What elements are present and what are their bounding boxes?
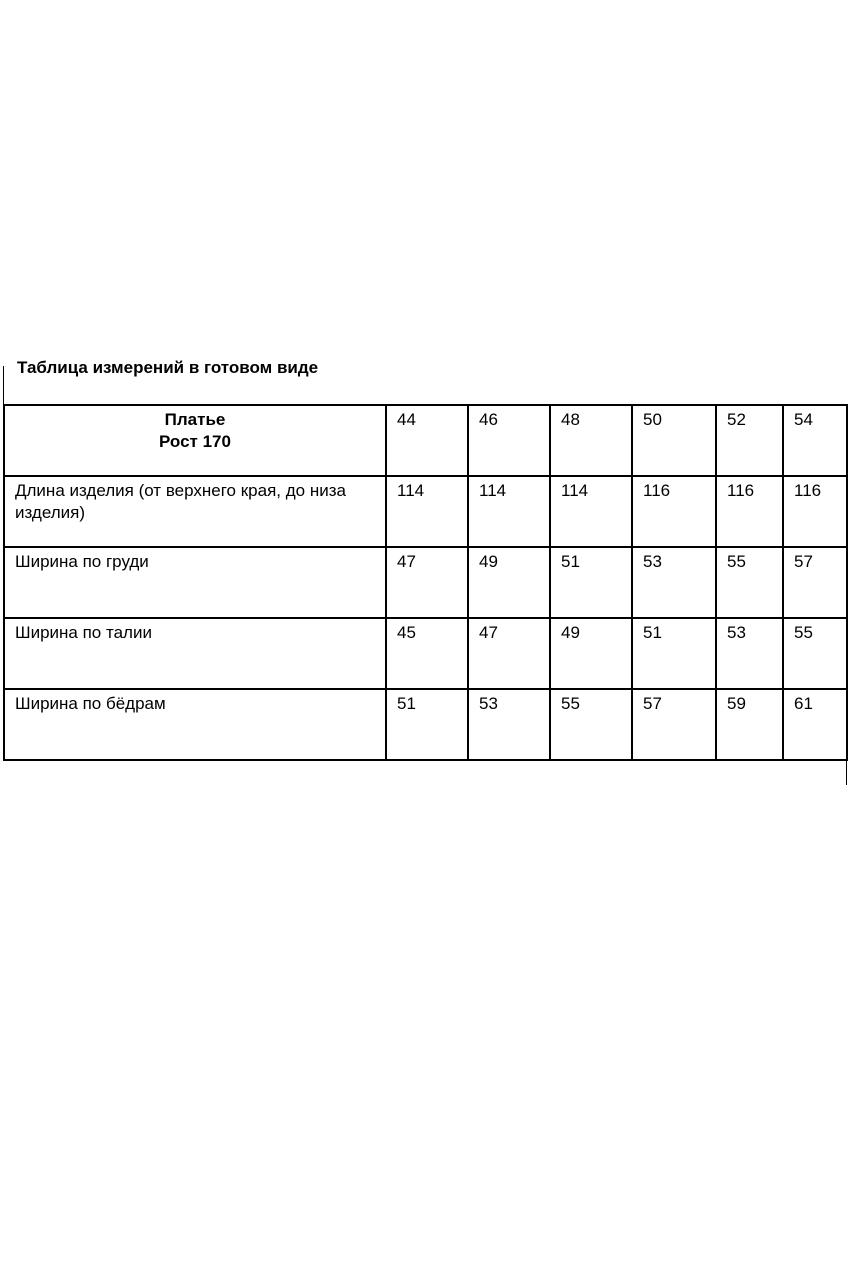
table-cell: 45 — [386, 618, 468, 689]
size-header: 52 — [716, 405, 783, 476]
size-header: 46 — [468, 405, 550, 476]
header-product-name: Платье — [164, 410, 226, 429]
table-cell: 53 — [632, 547, 716, 618]
header-height: Рост 170 — [159, 432, 231, 451]
table-cell: 57 — [783, 547, 847, 618]
table-cell: 114 — [468, 476, 550, 547]
table-cell: 53 — [716, 618, 783, 689]
header-product-cell — [4, 405, 386, 476]
table-cell: 57 — [632, 689, 716, 760]
table-cell: 55 — [550, 689, 632, 760]
table-cell: 53 — [468, 689, 550, 760]
size-header: 50 — [632, 405, 716, 476]
table-row — [4, 618, 847, 689]
table-title: Таблица измерений в готовом виде — [17, 358, 319, 377]
table-cell: 114 — [550, 476, 632, 547]
table-cell: 51 — [550, 547, 632, 618]
table-cell: 55 — [783, 618, 847, 689]
table-cell: 116 — [783, 476, 847, 547]
divider — [3, 366, 4, 406]
table-cell: 49 — [550, 618, 632, 689]
table-cell: 55 — [716, 547, 783, 618]
table-cell: 49 — [468, 547, 550, 618]
size-header: 44 — [386, 405, 468, 476]
size-header: 54 — [783, 405, 847, 476]
table-cell: 59 — [716, 689, 783, 760]
row-label: Ширина по талии — [4, 618, 386, 689]
table-row — [4, 689, 847, 760]
table-cell: 116 — [632, 476, 716, 547]
table-cell: 114 — [386, 476, 468, 547]
table-cell: 47 — [386, 547, 468, 618]
table-row — [4, 547, 847, 618]
table-cell: 51 — [632, 618, 716, 689]
table-header-row — [4, 405, 847, 476]
table-cell: 51 — [386, 689, 468, 760]
row-label: Ширина по бёдрам — [4, 689, 386, 760]
table-cell: 116 — [716, 476, 783, 547]
row-label: Длина изделия (от верхнего края, до низа изделия) — [4, 476, 386, 547]
table-row — [4, 476, 847, 547]
size-header: 48 — [550, 405, 632, 476]
measurements-table — [3, 404, 848, 761]
row-label: Ширина по груди — [4, 547, 386, 618]
table-cell: 61 — [783, 689, 847, 760]
table-cell: 47 — [468, 618, 550, 689]
